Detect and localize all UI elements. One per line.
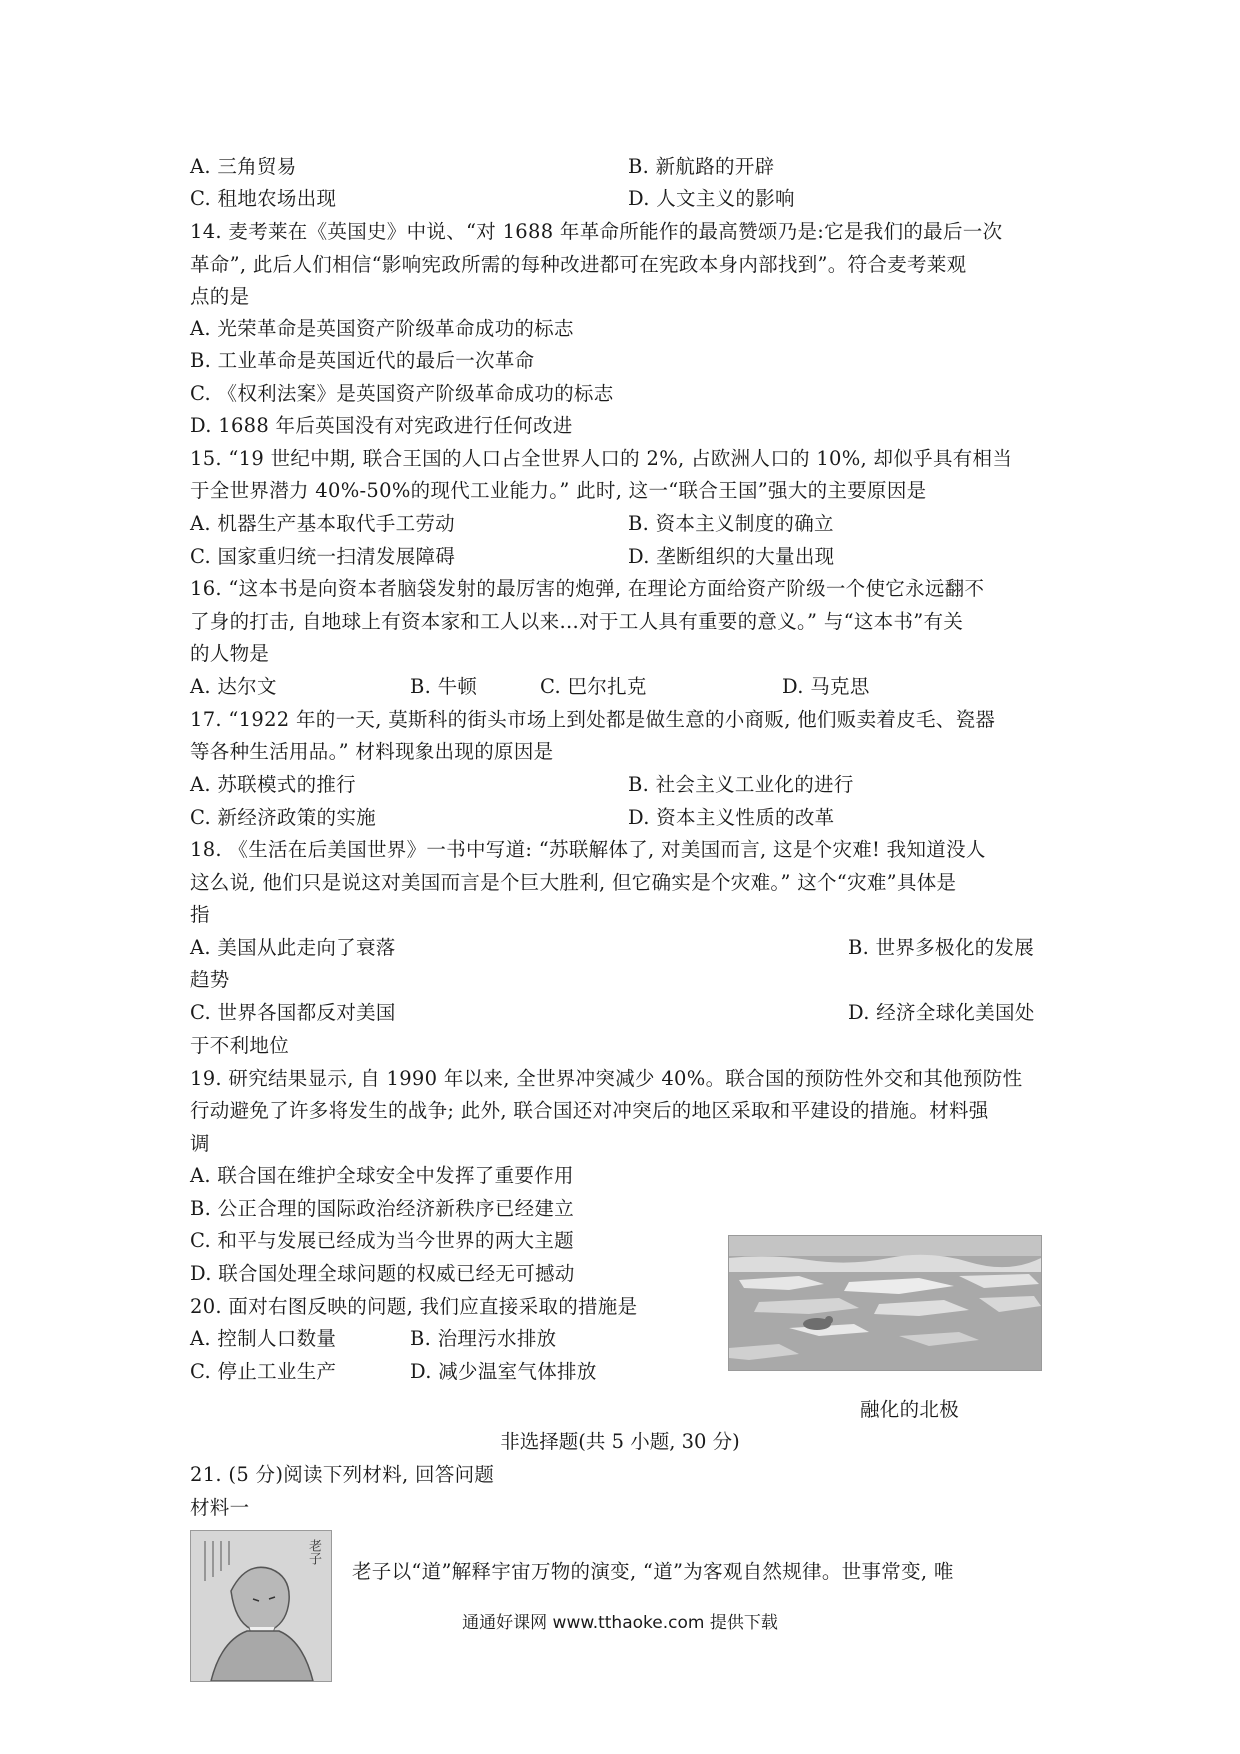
laozi-portrait: [190, 1530, 332, 1682]
q15-stem-line1: 15. “19 世纪中期, 联合王国的人口占全世界人口的 2%, 占欧洲人口的 10%, 却似乎具有相当: [190, 447, 1013, 470]
q18-option-d: D. 经济全球化美国处: [848, 1001, 1035, 1024]
q16-stem-line3: 的人物是: [190, 642, 270, 665]
q20-option-a: A. 控制人口数量: [190, 1327, 337, 1350]
portrait-label: 老子: [306, 1539, 321, 1565]
q14-option-c: C. 《权利法案》是英国资产阶级革命成功的标志: [190, 382, 614, 405]
q17-stem-line2: 等各种生活用品。” 材料现象出现的原因是: [190, 740, 554, 763]
q19-stem-line3: 调: [190, 1132, 210, 1155]
q21-material-text: 老子以“道”解释宇宙万物的演变, “道”为客观自然规律。世事常变, 唯: [352, 1560, 954, 1583]
q16-option-d: D. 马克思: [782, 675, 870, 698]
q17-option-d: D. 资本主义性质的改革: [628, 806, 835, 829]
q13-option-c: C. 租地农场出现: [190, 187, 337, 210]
q16-option-a: A. 达尔文: [190, 675, 277, 698]
q18-stem-line1: 18. 《生活在后美国世界》一书中写道: “苏联解体了, 对美国而言, 这是个灾难! 我知道没人: [190, 838, 986, 861]
footer-text: 通通好课网 www.tthaoke.com 提供下载: [462, 1613, 778, 1633]
section-title: 非选择题(共 5 小题, 30 分): [500, 1430, 740, 1453]
q20-option-b: B. 治理污水排放: [410, 1327, 557, 1350]
q15-option-b: B. 资本主义制度的确立: [628, 512, 834, 535]
q17-option-a: A. 苏联模式的推行: [190, 773, 356, 796]
q18-stem-line2: 这么说, 他们只是说这对美国而言是个巨大胜利, 但它确实是个灾难。” 这个“灾难”具体是: [190, 871, 957, 894]
q18-stem-line3: 指: [190, 903, 210, 926]
q13-option-a: A. 三角贸易: [190, 155, 297, 178]
q15-option-a: A. 机器生产基本取代手工劳动: [190, 512, 455, 535]
q17-stem-line1: 17. “1922 年的一天, 莫斯科的街头市场上到处都是做生意的小商贩, 他们贩卖着皮毛、瓷器: [190, 708, 996, 731]
photo-caption: 融化的北极: [860, 1398, 960, 1421]
q15-option-c: C. 国家重归统一扫清发展障碍: [190, 545, 456, 568]
melting-arctic-photo: [728, 1235, 1042, 1371]
q19-option-b: B. 公正合理的国际政治经济新秩序已经建立: [190, 1197, 575, 1220]
q18-option-d-wrap: 于不利地位: [190, 1034, 290, 1057]
q14-option-b: B. 工业革命是英国近代的最后一次革命: [190, 349, 535, 372]
q20-option-d: D. 减少温室气体排放: [410, 1360, 597, 1383]
q21-stem: 21. (5 分)阅读下列材料, 回答问题: [190, 1463, 495, 1486]
q19-option-a: A. 联合国在维护全球安全中发挥了重要作用: [190, 1164, 574, 1187]
q18-option-c: C. 世界各国都反对美国: [190, 1001, 396, 1024]
q18-option-b: B. 世界多极化的发展: [848, 936, 1035, 959]
q20-option-c: C. 停止工业生产: [190, 1360, 337, 1383]
q13-option-d: D. 人文主义的影响: [628, 187, 795, 210]
q15-option-d: D. 垄断组织的大量出现: [628, 545, 835, 568]
q16-stem-line1: 16. “这本书是向资本者脑袋发射的最厉害的炮弹, 在理论方面给资产阶级一个使它永远翻不: [190, 577, 985, 600]
q14-option-d: D. 1688 年后英国没有对宪政进行任何改进: [190, 414, 573, 437]
q19-stem-line2: 行动避免了许多将发生的战争; 此外, 联合国还对冲突后的地区采取和平建设的措施。材料强: [190, 1099, 989, 1122]
q19-option-d: D. 联合国处理全球问题的权威已经无可撼动: [190, 1262, 575, 1285]
q14-stem-line3: 点的是: [190, 285, 250, 308]
q15-stem-line2: 于全世界潜力 40%-50%的现代工业能力。” 此时, 这一“联合王国”强大的主要原因是: [190, 479, 927, 502]
q19-stem-line1: 19. 研究结果显示, 自 1990 年以来, 全世界冲突减少 40%。联合国的预防性外交和其他预防性: [190, 1067, 1023, 1090]
q16-stem-line2: 了身的打击, 自地球上有资本家和工人以来…对于工人具有重要的意义。” 与“这本书”有关: [190, 610, 964, 633]
q13-option-b: B. 新航路的开辟: [628, 155, 775, 178]
q17-option-b: B. 社会主义工业化的进行: [628, 773, 854, 796]
q19-option-c: C. 和平与发展已经成为当今世界的两大主题: [190, 1229, 574, 1252]
polar-bear-on-ice-image: [729, 1236, 1041, 1370]
q14-stem-line2: 革命”, 此后人们相信“影响宪政所需的每种改进都可在宪政本身内部找到”。符合麦考莱观: [190, 253, 967, 276]
material-label: 材料一: [190, 1496, 250, 1519]
q18-option-a: A. 美国从此走向了衰落: [190, 936, 396, 959]
q14-option-a: A. 光荣革命是英国资产阶级革命成功的标志: [190, 317, 574, 340]
q16-option-b: B. 牛顿: [410, 675, 478, 698]
q17-option-c: C. 新经济政策的实施: [190, 806, 376, 829]
q16-option-c: C. 巴尔扎克: [540, 675, 647, 698]
q20-stem: 20. 面对右图反映的问题, 我们应直接采取的措施是: [190, 1295, 638, 1318]
q14-stem-line1: 14. 麦考莱在《英国史》中说、“对 1688 年革命所能作的最高赞颂乃是:它是我们的最后一次: [190, 220, 1003, 243]
q18-option-b-wrap: 趋势: [190, 968, 230, 991]
